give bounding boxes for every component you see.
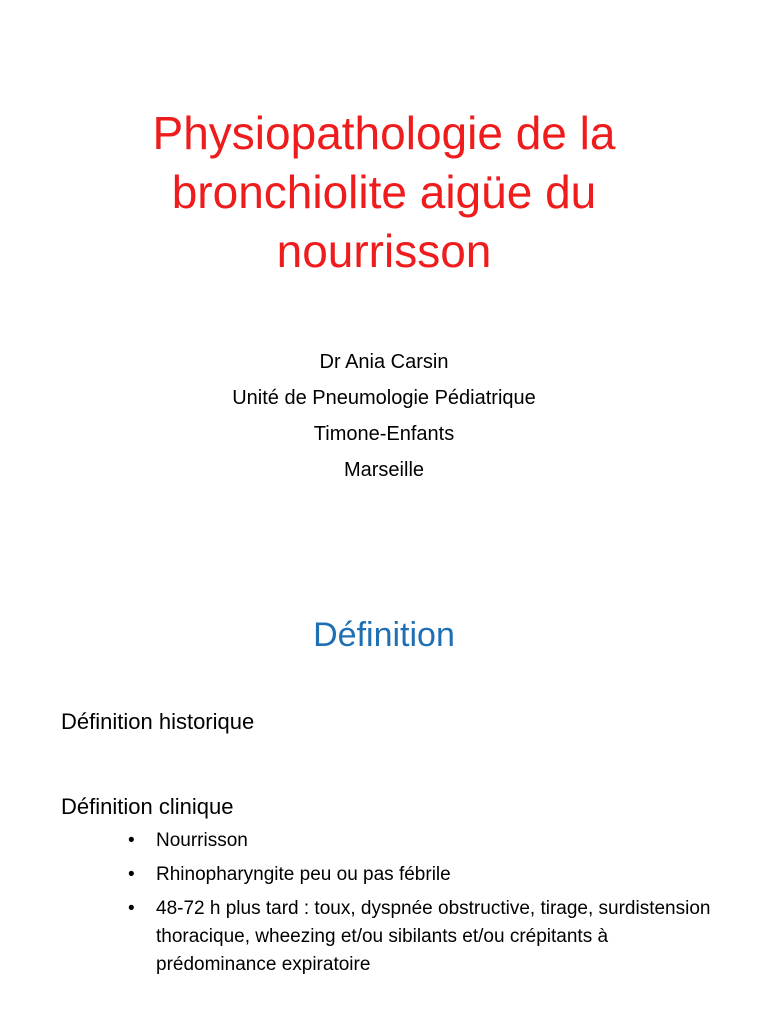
list-item-text: 48-72 h plus tard : toux, dyspnée obstructive, tirage, surdistension thoracique, wheezing et/ou sibilants et/ou crépitants à prédominance expiratoire	[156, 898, 711, 975]
list-item	[128, 895, 728, 979]
slide-title-line: bronchiolite aigüe du	[171, 166, 597, 218]
bullet-icon: •	[128, 864, 135, 885]
slide-subtitle	[40, 344, 728, 488]
author-unit: Unité de Pneumologie Pédiatrique	[232, 387, 536, 409]
slide-title-line: nourrisson	[276, 225, 492, 277]
list-item	[128, 861, 728, 889]
slide-title	[40, 104, 728, 281]
list-item-text: Rhinopharyngite peu ou pas fébrile	[156, 864, 451, 885]
clinical-bullet-list	[128, 827, 728, 985]
section-historical-definition: Définition historique	[61, 709, 255, 734]
bullet-icon: •	[128, 830, 135, 851]
slide-title-line: Physiopathologie de la	[152, 107, 616, 159]
slide-heading: Définition	[313, 616, 455, 654]
author-hospital: Timone-Enfants	[313, 423, 455, 445]
author-name: Dr Ania Carsin	[319, 351, 449, 373]
list-item-text: Nourrisson	[156, 830, 248, 851]
list-item	[128, 827, 728, 855]
section-clinical-definition: Définition clinique	[61, 794, 234, 819]
author-city: Marseille	[343, 459, 425, 481]
bullet-icon: •	[128, 898, 135, 919]
definition-slide	[0, 576, 768, 1024]
